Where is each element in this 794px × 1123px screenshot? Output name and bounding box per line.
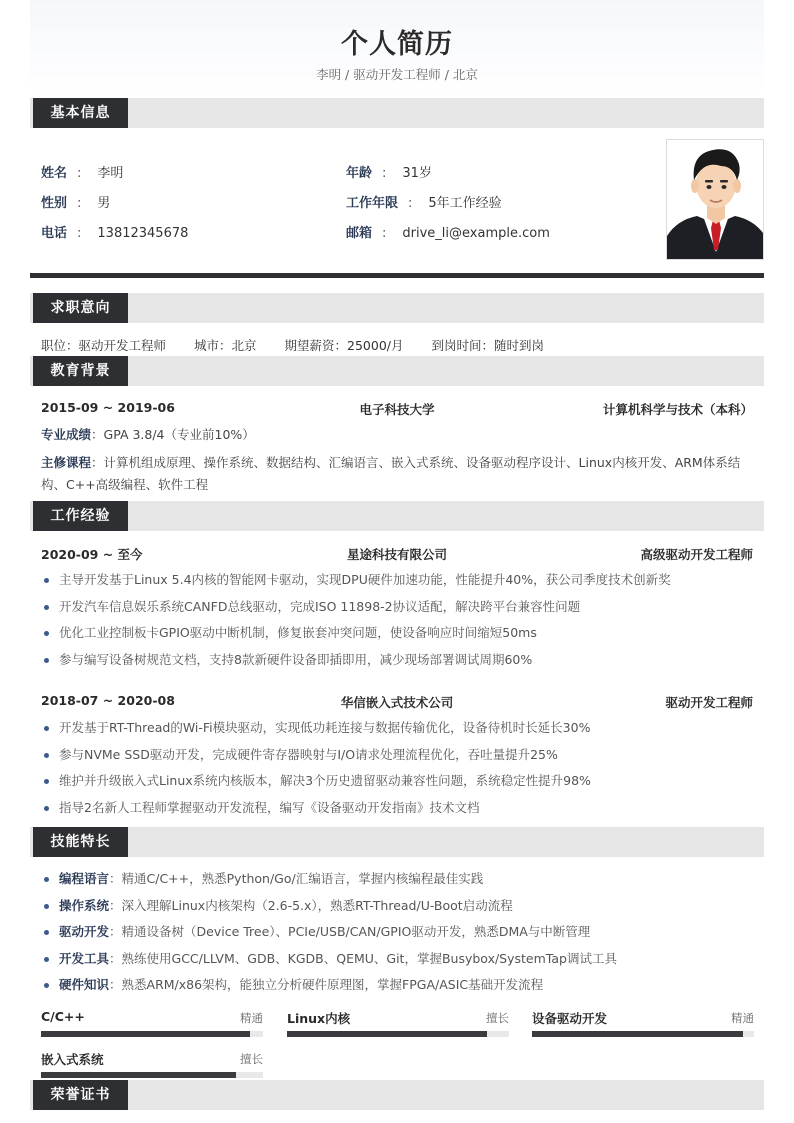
skill-bar-track bbox=[41, 1072, 263, 1078]
field-email-label: 邮箱 bbox=[346, 226, 373, 241]
section-divider bbox=[30, 273, 764, 278]
skill-bar-level: 精通 bbox=[731, 1011, 754, 1025]
list-item: 主导开发基于Linux 5.4内核的智能网卡驱动，实现DPU硬件加速功能，性能提升40%，获公司季度技术创新奖 bbox=[41, 572, 753, 599]
skill-category: 开发工具 bbox=[59, 950, 110, 966]
list-item: 参与NVMe SSD驱动开发，完成硬件寄存器映射与I/O请求处理流程优化，吞吐量提升25% bbox=[41, 747, 753, 774]
intent-position: 职位：驱动开发工程师 bbox=[41, 338, 167, 353]
work-header-row bbox=[41, 693, 753, 711]
education-gpa-label: 专业成绩 bbox=[41, 427, 92, 442]
skill-detail: ：精通设备树（Device Tree）、PCIe/USB/CAN/GPIO驱动开发，熟悉DMA与中断管理 bbox=[109, 924, 591, 939]
colon: : bbox=[77, 226, 82, 241]
resume-header bbox=[30, 0, 764, 96]
work-company: 华信嵌入式技术公司 bbox=[340, 695, 454, 710]
list-item bbox=[41, 898, 753, 925]
skill-bar-fill bbox=[41, 1031, 250, 1037]
list-item bbox=[41, 977, 753, 1004]
section-work-title: 工作经验 bbox=[33, 501, 128, 531]
list-item: 参与编写设备树规范文档，支持8款新硬件设备即插即用，减少现场部署调试周期60% bbox=[41, 652, 753, 679]
skill-bar-level: 精通 bbox=[240, 1011, 263, 1025]
skill-bar bbox=[532, 1009, 754, 1035]
field-email bbox=[346, 222, 550, 241]
section-work-bar bbox=[30, 501, 764, 531]
work-company: 星途科技有限公司 bbox=[346, 547, 447, 562]
skills-bullets bbox=[41, 871, 753, 1004]
section-basic-title: 基本信息 bbox=[33, 98, 128, 128]
colon: : bbox=[77, 196, 82, 211]
list-item: 指导2名新人工程师掌握驱动开发流程，编写《设备驱动开发指南》技术文档 bbox=[41, 800, 753, 827]
skill-bar bbox=[41, 1009, 263, 1035]
list-item: 开发基于RT-Thread的Wi-Fi模块驱动，实现低功耗连接与数据传输优化，设备待机时长延长30% bbox=[41, 720, 753, 747]
skill-bar-track bbox=[41, 1031, 263, 1037]
field-phone-value: 13812345678 bbox=[97, 226, 189, 241]
avatar-illustration bbox=[667, 140, 764, 260]
education-header-row bbox=[41, 400, 753, 418]
field-name-label: 姓名 bbox=[41, 166, 68, 181]
intent-salary: 期望薪资：25000/月 bbox=[284, 338, 404, 353]
colon: : bbox=[408, 196, 413, 211]
field-years bbox=[346, 192, 502, 211]
work-period: 2018-07 ~ 2020-08 bbox=[41, 693, 175, 708]
field-phone-label: 电话 bbox=[41, 226, 68, 241]
colon: : bbox=[382, 166, 387, 181]
skill-bar-level: 擅长 bbox=[486, 1011, 509, 1025]
field-phone bbox=[41, 222, 188, 241]
section-intent-bar bbox=[30, 293, 764, 323]
page-title: 个人简历 bbox=[341, 29, 453, 60]
skill-bar-name: 设备驱动开发 bbox=[532, 1011, 608, 1026]
field-years-label: 工作年限 bbox=[346, 196, 399, 211]
skill-bar-name: C/C++ bbox=[41, 1009, 85, 1024]
skill-bar-track bbox=[532, 1031, 754, 1037]
education-period: 2015-09 ~ 2019-06 bbox=[41, 400, 175, 415]
work-header-row bbox=[41, 545, 753, 563]
education-courses bbox=[41, 452, 753, 496]
list-item: 维护并升级嵌入式Linux系统内核版本，解决3个历史遗留驱动兼容性问题，系统稳定性提升98% bbox=[41, 773, 753, 800]
skill-category: 编程语言 bbox=[59, 871, 110, 886]
education-gpa bbox=[41, 424, 753, 446]
list-item: 开发汽车信息娱乐系统CANFD总线驱动，完成ISO 11898-2协议适配，解决跨平台兼容性问题 bbox=[41, 599, 753, 626]
skill-bar bbox=[287, 1009, 509, 1035]
page-subtitle: 李明 / 驱动开发工程师 / 北京 bbox=[316, 67, 478, 82]
field-age-value: 31岁 bbox=[402, 166, 432, 181]
field-name-value: 李明 bbox=[97, 166, 124, 181]
work-bullets bbox=[41, 572, 753, 678]
field-name bbox=[41, 162, 123, 181]
skill-category: 驱动开发 bbox=[59, 924, 110, 939]
skill-detail: ：熟练使用GCC/LLVM、GDB、KGDB、QEMU、Git，掌握Busybox/SystemTap调试工具 bbox=[109, 950, 617, 966]
skill-category: 操作系统 bbox=[59, 897, 110, 913]
colon: : bbox=[382, 226, 387, 241]
section-education-title: 教育背景 bbox=[33, 356, 128, 386]
list-item bbox=[41, 871, 753, 898]
intent-city: 城市：北京 bbox=[194, 338, 257, 353]
field-email-value: drive_li@example.com bbox=[402, 226, 550, 241]
section-skills-bar bbox=[30, 827, 764, 857]
field-age bbox=[346, 162, 432, 181]
skill-detail: ：熟悉ARM/x86架构，能独立分析硬件原理图，掌握FPGA/ASIC基础开发流程 bbox=[109, 977, 544, 992]
education-courses-value: ：计算机组成原理、操作系统、数据结构、汇编语言、嵌入式系统、设备驱动程序设计、Linux内核开发、ARM体系结构、C++高级编程、软件工程 bbox=[41, 455, 741, 492]
field-gender bbox=[41, 192, 110, 211]
section-honors-title: 荣誉证书 bbox=[33, 1080, 128, 1110]
skill-detail: ：精通C/C++，熟悉Python/Go/汇编语言，掌握内核编程最佳实践 bbox=[109, 871, 484, 886]
field-gender-value: 男 bbox=[97, 196, 111, 211]
skill-bar-name: 嵌入式系统 bbox=[41, 1052, 104, 1067]
list-item: 优化工业控制板卡GPIO驱动中断机制，修复嵌套冲突问题，使设备响应时间缩短50ms bbox=[41, 625, 753, 652]
list-item bbox=[41, 924, 753, 951]
section-skills-title: 技能特长 bbox=[33, 827, 128, 857]
work-title: 驱动开发工程师 bbox=[665, 695, 753, 710]
section-education-bar bbox=[30, 356, 764, 386]
skill-category: 硬件知识 bbox=[59, 977, 110, 992]
intent-arrival: 到岗时间：随时到岗 bbox=[431, 338, 545, 353]
skill-detail: ：深入理解Linux内核架构（2.6-5.x），熟悉RT-Thread/U-Boot启动流程 bbox=[109, 897, 513, 913]
skill-bar-fill bbox=[41, 1072, 236, 1078]
education-gpa-value: ：GPA 3.8/4（专业前10%） bbox=[91, 427, 255, 442]
skill-bar-fill bbox=[532, 1031, 743, 1037]
colon: : bbox=[77, 166, 82, 181]
skill-bar-name: Linux内核 bbox=[287, 1011, 351, 1026]
education-major: 计算机科学与技术（本科） bbox=[602, 402, 753, 417]
section-intent-title: 求职意向 bbox=[33, 293, 128, 323]
skill-bar-track bbox=[287, 1031, 509, 1037]
skill-bar-fill bbox=[287, 1031, 487, 1037]
section-basic-bar bbox=[30, 98, 764, 128]
skill-bar-level: 擅长 bbox=[240, 1052, 263, 1066]
education-courses-label: 主修课程 bbox=[41, 455, 92, 470]
work-period: 2020-09 ~ 至今 bbox=[41, 547, 143, 562]
field-gender-label: 性别 bbox=[41, 196, 68, 211]
avatar-photo bbox=[666, 139, 764, 260]
work-bullets bbox=[41, 720, 753, 826]
section-honors-bar bbox=[30, 1080, 764, 1110]
list-item bbox=[41, 951, 753, 978]
education-school: 电子科技大学 bbox=[359, 402, 435, 417]
field-years-value: 5年工作经验 bbox=[428, 196, 502, 211]
skill-bar bbox=[41, 1050, 263, 1076]
field-age-label: 年龄 bbox=[346, 166, 373, 181]
work-title: 高级驱动开发工程师 bbox=[640, 547, 753, 562]
job-intent-row bbox=[41, 336, 572, 354]
